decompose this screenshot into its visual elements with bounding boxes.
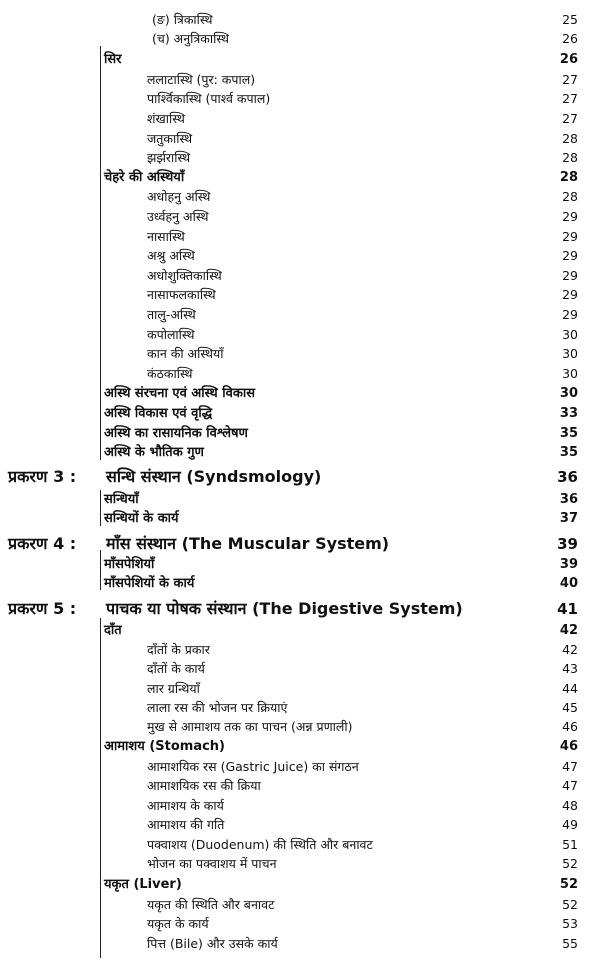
chapter-title: सन्धि संस्थान (Syndsmology) [106, 467, 322, 486]
toc-entry-title: जतुकास्थि [147, 131, 193, 146]
toc-entry-title: शंखास्थि [147, 111, 185, 126]
toc-entry[interactable] [0, 227, 600, 247]
toc-entry-title: कान की अस्थियाँ [147, 346, 224, 361]
toc-section[interactable] [0, 404, 600, 424]
toc-entry[interactable] [0, 757, 600, 777]
toc-entry[interactable] [0, 717, 600, 737]
toc-entry-title: ललाटास्थि (पुर: कपाल) [147, 72, 256, 87]
toc-entry-title: तालु-अस्थि [147, 307, 196, 322]
toc-section[interactable] [0, 875, 600, 895]
toc-section-title: अस्थि विकास एवं वृद्धि [104, 406, 213, 421]
toc-entry-page: 28 [562, 189, 578, 204]
toc-entry[interactable] [0, 659, 600, 679]
toc-section-title: अस्थि संरचना एवं अस्थि विकास [104, 386, 256, 401]
toc-entry-title: भोजन का पक्वाशय में पाचन [147, 856, 277, 871]
toc-entry-title: दाँतों के कार्य [147, 661, 205, 676]
toc-section-title: चेहरे की अस्थियाँ [104, 170, 185, 185]
toc-entry-page: 51 [562, 837, 578, 852]
toc-entry[interactable] [0, 640, 600, 660]
toc-section-page: 42 [559, 623, 578, 638]
toc-entry-page: 44 [562, 681, 578, 696]
toc-section[interactable] [0, 424, 600, 444]
toc-section[interactable] [0, 574, 600, 594]
toc-entry-title: उर्ध्वहनु अस्थि [147, 209, 209, 224]
toc-entry-title: अधोहनु अस्थि [147, 189, 211, 204]
toc-entry-page: 28 [562, 131, 578, 146]
toc-entry-page: 43 [562, 661, 578, 676]
toc-section-title: सन्धियों के कार्य [104, 511, 179, 526]
toc-section-page: 36 [559, 492, 578, 507]
toc-entry-page: 28 [562, 150, 578, 165]
toc-section-page: 52 [559, 877, 578, 892]
chapter-label: प्रकरण 5 : [8, 599, 77, 618]
toc-entry[interactable] [0, 207, 600, 227]
toc-section-title: सिर [104, 52, 122, 67]
toc-entry-title: यकृत के कार्य [147, 916, 209, 931]
toc-entry-page: 47 [562, 778, 578, 793]
chapter-page: 36 [557, 468, 578, 486]
toc-entry[interactable] [0, 285, 600, 305]
toc-section-page: 35 [559, 426, 578, 441]
toc-entry-title: आमाशयिक रस की क्रिया [147, 778, 261, 793]
chapter-page: 39 [557, 535, 578, 553]
toc-section[interactable] [0, 50, 600, 70]
toc-entry[interactable] [0, 835, 600, 855]
chapter-label: प्रकरण 3 : [8, 467, 77, 486]
toc-entry-title: यकृत की स्थिति और बनावट [147, 897, 275, 912]
toc-entry-page: 45 [562, 700, 578, 715]
toc-section-page: 35 [559, 445, 578, 460]
toc-entry[interactable] [0, 679, 600, 699]
toc-section[interactable] [0, 384, 600, 404]
toc-entry-title: आमाशय के कार्य [147, 798, 224, 813]
toc-entry[interactable] [0, 89, 600, 109]
toc-entry-title: झर्झरास्थि [147, 150, 191, 165]
toc-entry-title: आमाशयिक रस (Gastric Juice) का संगठन [147, 759, 359, 774]
toc-section-page: 40 [559, 576, 578, 591]
toc-entry-page: 49 [562, 817, 578, 832]
toc-entry-page: 46 [562, 719, 578, 734]
toc-section[interactable] [0, 737, 600, 757]
toc-entry[interactable] [0, 305, 600, 325]
toc-entry-page: 29 [562, 209, 578, 224]
toc-chapter[interactable] [0, 597, 600, 621]
chapter-page: 41 [557, 600, 578, 618]
toc-entry-title: आमाशय की गति [147, 817, 225, 832]
toc-section-title: अस्थि के भौतिक गुण [104, 445, 204, 460]
toc-entry-title: पित्त (Bile) और उसके कार्य [147, 936, 278, 951]
toc-entry-page: 27 [562, 72, 578, 87]
toc-section-title: आमाशय (Stomach) [104, 739, 226, 754]
toc-entry-title: कंठकास्थि [147, 366, 193, 381]
toc-entry-title: कपोलास्थि [147, 327, 195, 342]
toc-entry[interactable] [0, 854, 600, 874]
toc-section-page: 28 [559, 170, 578, 185]
toc-entry-title: अश्रु अस्थि [147, 248, 195, 263]
toc-section-title: यकृत (Liver) [104, 877, 182, 892]
toc-entry[interactable] [0, 129, 600, 149]
toc-entry-page: 29 [562, 287, 578, 302]
toc-entry-page: 26 [562, 31, 578, 46]
toc-section[interactable] [0, 490, 600, 510]
toc-entry-title: (ङ) त्रिकास्थि [152, 12, 213, 27]
toc-chapter[interactable] [0, 465, 600, 489]
toc-entry-page: 27 [562, 111, 578, 126]
toc-entry-page: 25 [562, 12, 578, 27]
toc-entry-page: 53 [562, 916, 578, 931]
toc-section-page: 46 [559, 739, 578, 754]
toc-section-title: सन्धियाँ [104, 492, 139, 507]
toc-entry[interactable] [0, 29, 600, 49]
toc-entry-page: 52 [562, 856, 578, 871]
toc-section-page: 26 [559, 52, 578, 67]
toc-entry[interactable] [0, 10, 600, 30]
toc-section-page: 39 [559, 557, 578, 572]
toc-entry-page: 30 [562, 346, 578, 361]
toc-section-title: माँसपेशियों के कार्य [104, 576, 195, 591]
toc-entry[interactable] [0, 364, 600, 384]
toc-entry-page: 29 [562, 268, 578, 283]
toc-entry[interactable] [0, 344, 600, 364]
toc-entry[interactable] [0, 266, 600, 286]
toc-entry-page: 47 [562, 759, 578, 774]
toc-entry[interactable] [0, 895, 600, 915]
toc-section[interactable] [0, 443, 600, 463]
toc-entry-page: 48 [562, 798, 578, 813]
toc-entry-page: 55 [562, 936, 578, 951]
toc-section-title: दाँत [104, 623, 122, 638]
toc-section[interactable] [0, 621, 600, 641]
toc-entry-title: पार्श्विकास्थि (पार्श्व कपाल) [147, 91, 271, 106]
toc-entry-page: 52 [562, 897, 578, 912]
toc-section-page: 37 [559, 511, 578, 526]
toc-section-title: अस्थि का रासायनिक विश्लेषण [104, 426, 248, 441]
toc-entry-title: दाँतों के प्रकार [147, 642, 210, 657]
toc-entry-title: लार ग्रन्थियाँ [147, 681, 200, 696]
toc-entry[interactable] [0, 148, 600, 168]
toc-entry[interactable] [0, 914, 600, 934]
toc-entry-page: 30 [562, 366, 578, 381]
toc-entry-title: (च) अनुत्रिकास्थि [152, 31, 229, 46]
toc-entry-title: नासास्थि [147, 229, 185, 244]
chapter-title: माँस संस्थान (The Muscular System) [106, 534, 390, 553]
toc-entry-title: नासाफलकास्थि [147, 287, 216, 302]
toc-entry-title: पक्वाशय (Duodenum) की स्थिति और बनावट [147, 837, 373, 852]
toc-chapter[interactable] [0, 532, 600, 556]
toc-entry-title: अधोशुक्तिकास्थि [147, 268, 222, 283]
toc-entry-page: 29 [562, 307, 578, 322]
toc-entry-title: मुख से आमाशय तक का पाचन (अन्न प्रणाली) [147, 719, 353, 734]
toc-entry-page: 42 [562, 642, 578, 657]
toc-entry-title: लाला रस की भोजन पर क्रियाएं [147, 700, 288, 715]
toc-section[interactable] [0, 555, 600, 575]
toc-entry-page: 29 [562, 248, 578, 263]
chapter-title: पाचक या पोषक संस्थान (The Digestive System) [106, 599, 463, 618]
toc-entry[interactable] [0, 325, 600, 345]
toc-entry[interactable] [0, 776, 600, 796]
toc-entry[interactable] [0, 934, 600, 954]
toc-entry[interactable] [0, 187, 600, 207]
toc-entry[interactable] [0, 70, 600, 90]
toc-entry[interactable] [0, 698, 600, 718]
chapter-label: प्रकरण 4 : [8, 534, 77, 553]
toc-entry[interactable] [0, 246, 600, 266]
toc-section-title: माँसपेशियाँ [104, 557, 155, 572]
toc-entry-page: 30 [562, 327, 578, 342]
toc-section-page: 30 [559, 386, 578, 401]
toc-section[interactable] [0, 509, 600, 529]
toc-entry-page: 29 [562, 229, 578, 244]
toc-entry[interactable] [0, 109, 600, 129]
toc-entry[interactable] [0, 815, 600, 835]
toc-entry[interactable] [0, 796, 600, 816]
toc-section[interactable] [0, 168, 600, 188]
toc-section-page: 33 [559, 406, 578, 421]
toc-entry-page: 27 [562, 91, 578, 106]
